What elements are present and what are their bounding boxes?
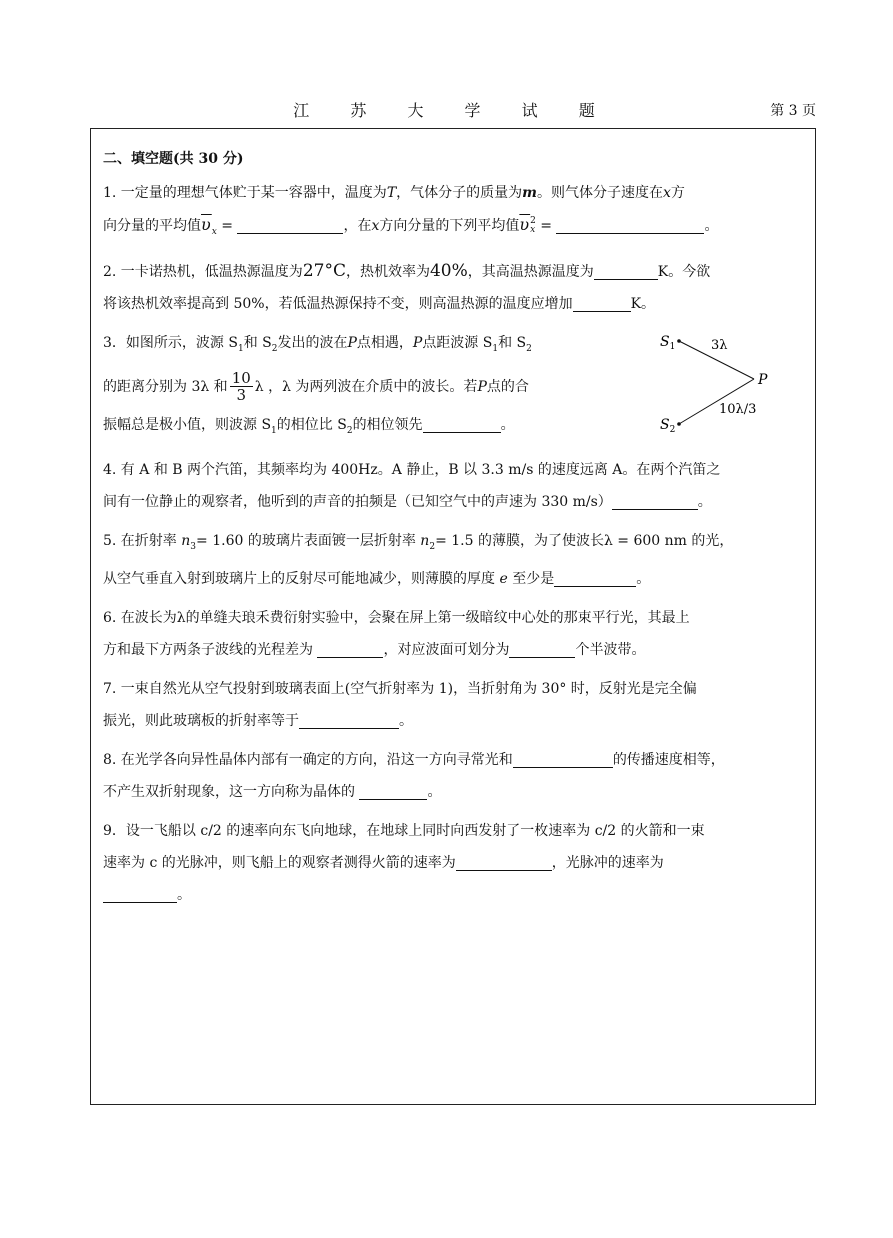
q8-blank-1[interactable] bbox=[513, 749, 613, 768]
q3-text-i: 点的合 bbox=[486, 378, 529, 395]
q3-text-j: 振幅总是极小值，则波源 S bbox=[103, 416, 272, 433]
q3-frac-den: 3 bbox=[236, 386, 246, 405]
q5-sub-2: 2 bbox=[429, 541, 436, 552]
question-9-line-3 bbox=[103, 879, 803, 911]
q2-text-c: ，其高温热源温度为 bbox=[467, 264, 594, 281]
q6-text-a: 6. 在波长为λ的单缝夫琅禾费衍射实验中，会聚在屏上第一级暗纹中心处的那束平行光，其最上 bbox=[103, 609, 690, 626]
question-2 bbox=[103, 255, 803, 320]
label-p: P bbox=[758, 372, 768, 389]
q9-text-c: ，光脉冲的速率为 bbox=[551, 854, 664, 871]
page-number: 第 3 页 bbox=[770, 103, 816, 119]
q1-var-x-2: x bbox=[371, 218, 380, 234]
question-1 bbox=[103, 177, 803, 248]
q2-blank-1[interactable] bbox=[594, 261, 658, 280]
q5-var-e: e bbox=[499, 570, 508, 587]
q5-text-a: 5. 在折射率 bbox=[103, 532, 177, 549]
q1-text-h: 。 bbox=[704, 218, 719, 234]
q5-text-b: = 1.60 的玻璃片表面镀一层折射率 bbox=[196, 532, 416, 549]
q1-var-t: T bbox=[386, 185, 397, 201]
q5-text-e: 至少是 bbox=[512, 570, 555, 587]
question-6 bbox=[103, 602, 803, 666]
q9-blank-1[interactable] bbox=[456, 852, 552, 871]
q6-text-b: 方和最下方两条子波线的光程差为 bbox=[103, 641, 313, 658]
q6-blank-1[interactable] bbox=[317, 639, 383, 658]
q1-text-f: ，在 bbox=[343, 218, 372, 234]
q1-mean-vx: $\overline{\upsilon}_x$ bbox=[201, 215, 217, 238]
q3-text-k: 的相位比 S bbox=[276, 416, 347, 433]
question-content bbox=[103, 143, 803, 911]
q6-text-c: ，对应波面可划分为 bbox=[383, 641, 510, 658]
q2-text-e: 将该热机效率提高到 50%，若低温热源保持不变，则高温热源的温度应增加 bbox=[103, 296, 573, 313]
q6-blank-2[interactable] bbox=[509, 639, 575, 658]
source-s1-dot bbox=[677, 339, 681, 343]
question-8-line-1 bbox=[103, 744, 803, 776]
q8-text-b: 的传播速度相等， bbox=[612, 751, 725, 768]
source-s2-dot bbox=[677, 422, 681, 426]
q9-blank-2[interactable] bbox=[103, 884, 177, 903]
q8-text-c: 不产生双折射现象，这一方向称为晶体的 bbox=[103, 783, 355, 800]
q2-blank-2[interactable] bbox=[573, 293, 631, 312]
q3-fraction bbox=[230, 370, 253, 403]
q2-eff: 40% bbox=[429, 261, 468, 282]
q3-text-a: 3．如图所示，波源 S bbox=[103, 335, 238, 352]
question-2-line-2 bbox=[103, 288, 803, 320]
q3-text-f: 和 S bbox=[498, 335, 527, 352]
q3-text-d: 点相遇， bbox=[356, 335, 413, 352]
label-s2: $S_2$ bbox=[660, 417, 676, 436]
q1-text-a: 1. 一定量的理想气体贮于某一容器中，温度为 bbox=[103, 185, 387, 201]
label-distance-1: 3λ bbox=[711, 338, 728, 354]
q8-text-d: 。 bbox=[427, 783, 442, 800]
q9-text-a: 9．设一飞船以 c/2 的速率向东飞向地球，在地球上同时向西发射了一枚速率为 c/2 的火箭和一束 bbox=[103, 822, 705, 839]
q5-text-c: = 1.5 的薄膜，为了使波长λ = 600 nm 的光， bbox=[435, 532, 734, 549]
question-6-line-2 bbox=[103, 634, 803, 666]
q1-mean-vx2: $\overline{\upsilon}$ 2 x bbox=[519, 215, 536, 235]
q5-text-f: 。 bbox=[636, 570, 651, 587]
question-1-line-2 bbox=[103, 209, 803, 248]
wave-source-diagram bbox=[646, 327, 776, 437]
question-8 bbox=[103, 744, 803, 808]
q3-var-p-2: P bbox=[412, 335, 423, 352]
q1-var-m: m bbox=[522, 185, 537, 201]
q6-text-d: 个半波带。 bbox=[575, 641, 646, 658]
question-8-line-2 bbox=[103, 776, 803, 808]
question-5 bbox=[103, 525, 803, 595]
q2-text-a: 2. 一卡诺热机，低温热源温度为 bbox=[103, 264, 303, 281]
page-header bbox=[90, 98, 816, 122]
q7-text-a: 7. 一束自然光从空气投射到玻璃表面上(空气折射率为 1)，当折射角为 30° 时，反射光是完全偏 bbox=[103, 680, 697, 697]
question-7-line-2 bbox=[103, 705, 803, 737]
question-7 bbox=[103, 673, 803, 737]
q4-blank[interactable] bbox=[612, 491, 698, 510]
q1-text-e: 向分量的平均值 bbox=[103, 218, 201, 234]
question-9-line-1 bbox=[103, 815, 803, 847]
label-distance-2: 10λ/3 bbox=[719, 402, 757, 418]
q1-text-c: 。则气体分子速度在 bbox=[536, 185, 663, 201]
q8-text-a: 8. 在光学各向异性晶体内部有一确定的方向，沿这一方向寻常光和 bbox=[103, 751, 513, 768]
q4-text-c: 。 bbox=[697, 493, 712, 510]
q7-text-b: 振光，则此玻璃板的折射率等于 bbox=[103, 712, 299, 729]
q1-text-d: 方 bbox=[670, 185, 685, 201]
question-6-line-1 bbox=[103, 602, 803, 634]
q2-temp: 27°C bbox=[302, 261, 346, 282]
question-4-line-1 bbox=[103, 454, 803, 486]
q7-blank[interactable] bbox=[299, 710, 399, 729]
q5-blank[interactable] bbox=[554, 568, 636, 587]
q1-text-g: 方向分量的下列平均值 bbox=[379, 218, 520, 234]
q8-blank-2[interactable] bbox=[359, 781, 427, 800]
q3-text-g: 的距离分别为 3λ 和 bbox=[103, 378, 228, 395]
exam-title: 江 苏 大 学 试 题 bbox=[293, 101, 613, 120]
question-2-line-1 bbox=[103, 255, 803, 288]
q3-sub-1: 1 bbox=[237, 343, 244, 354]
section-title: 二、填空题(共 30 分) bbox=[103, 151, 244, 167]
q5-var-n2: n bbox=[420, 532, 430, 549]
q3-text-l: 的相位领先 bbox=[352, 416, 423, 433]
q5-var-n3: n bbox=[181, 532, 191, 549]
q3-text-c: 发出的波在 bbox=[277, 335, 348, 352]
question-4-line-2 bbox=[103, 486, 803, 518]
q4-text-b: 间有一位静止的观察者，他听到的声音的拍频是（已知空气中的声速为 330 m/s） bbox=[103, 493, 612, 510]
q2-text-b: ，热机效率为 bbox=[345, 264, 430, 281]
question-frame bbox=[90, 128, 816, 1105]
question-5-line-2 bbox=[103, 563, 803, 595]
q3-sub-5: 1 bbox=[271, 425, 277, 436]
q3-text-b: 和 S bbox=[243, 335, 272, 352]
q3-blank[interactable] bbox=[423, 414, 501, 433]
q1-var-x: x bbox=[662, 185, 671, 201]
q3-sub-4: 2 bbox=[526, 343, 532, 354]
question-1-line-1 bbox=[103, 177, 803, 209]
q3-var-p-3: P bbox=[477, 378, 487, 395]
question-9-line-2 bbox=[103, 847, 803, 879]
question-9 bbox=[103, 815, 803, 911]
q2-text-d: K。今欲 bbox=[657, 264, 711, 281]
q7-text-c: 。 bbox=[399, 712, 413, 729]
q5-sub-3: 3 bbox=[190, 541, 197, 552]
q3-text-m: 。 bbox=[500, 416, 515, 433]
q3-text-e: 点距波源 S bbox=[422, 335, 493, 352]
question-5-line-1 bbox=[103, 525, 803, 563]
q3-var-p: P bbox=[347, 335, 357, 352]
q3-sub-2: 2 bbox=[271, 343, 278, 354]
q2-text-f: K。 bbox=[630, 296, 656, 313]
q3-frac-num: 10 bbox=[231, 369, 251, 388]
label-s1: $S_1$ bbox=[660, 334, 676, 353]
question-3 bbox=[103, 327, 803, 447]
q1-eq1: = bbox=[221, 218, 233, 234]
q3-sub-6: 2 bbox=[346, 425, 353, 436]
q4-text-a: 4. 有 A 和 B 两个汽笛，其频率均为 400Hz。A 静止，B 以 3.3 m/s 的速度远离 A。在两个汽笛之 bbox=[103, 461, 721, 478]
question-4 bbox=[103, 454, 803, 518]
question-7-line-1 bbox=[103, 673, 803, 705]
q3-sub-3: 1 bbox=[492, 343, 499, 354]
q1-text-b: ，气体分子的质量为 bbox=[396, 185, 523, 201]
q5-text-d: 从空气垂直入射到玻璃片上的反射尽可能地减少，则薄膜的厚度 bbox=[103, 570, 495, 587]
q3-text-h: λ ，λ 为两列波在介质中的波长。若 bbox=[254, 378, 478, 395]
q1-blank-2[interactable] bbox=[556, 215, 704, 234]
q9-text-b: 速率为 c 的光脉冲，则飞船上的观察者测得火箭的速率为 bbox=[103, 854, 456, 871]
q1-eq2: = bbox=[540, 218, 553, 234]
q1-blank-1[interactable] bbox=[237, 215, 343, 234]
q9-text-d: 。 bbox=[177, 886, 191, 903]
